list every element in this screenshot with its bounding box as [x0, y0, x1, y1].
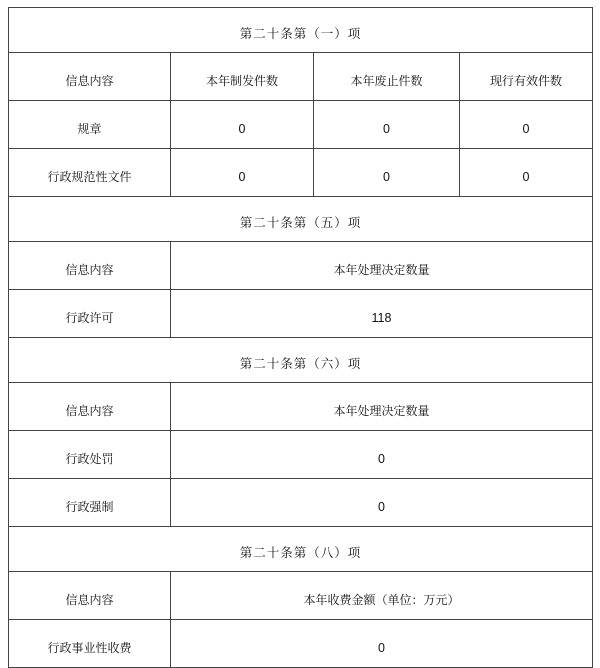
cell-effective: 0 — [460, 149, 593, 197]
header-row — [9, 383, 593, 431]
cell-value: 0 — [171, 431, 593, 479]
header-decision-count: 本年处理决定数量 — [171, 242, 593, 290]
header-info-content: 信息内容 — [9, 572, 171, 620]
row-label: 行政强制 — [9, 479, 171, 527]
header-info-content: 信息内容 — [9, 242, 171, 290]
table-row — [9, 290, 593, 338]
table-row — [9, 479, 593, 527]
disclosure-table-container — [8, 7, 592, 668]
row-label: 行政处罚 — [9, 431, 171, 479]
cell-value: 0 — [171, 479, 593, 527]
header-info-content: 信息内容 — [9, 53, 171, 101]
row-label: 规章 — [9, 101, 171, 149]
header-row — [9, 572, 593, 620]
row-label: 行政规范性文件 — [9, 149, 171, 197]
section-title: 第二十条第（一）项 — [9, 8, 593, 53]
row-label: 行政事业性收费 — [9, 620, 171, 668]
section-title-row — [9, 338, 593, 383]
cell-repealed: 0 — [314, 149, 460, 197]
header-effective-count: 现行有效件数 — [460, 53, 593, 101]
cell-issued: 0 — [171, 149, 314, 197]
cell-effective: 0 — [460, 101, 593, 149]
section-title: 第二十条第（八）项 — [9, 527, 593, 572]
section-title-row — [9, 8, 593, 53]
section-title: 第二十条第（五）项 — [9, 197, 593, 242]
table-row — [9, 149, 593, 197]
header-decision-count: 本年处理决定数量 — [171, 383, 593, 431]
cell-value: 118 — [171, 290, 593, 338]
cell-issued: 0 — [171, 101, 314, 149]
header-info-content: 信息内容 — [9, 383, 171, 431]
header-repealed-count: 本年废止件数 — [314, 53, 460, 101]
section-title: 第二十条第（六）项 — [9, 338, 593, 383]
header-issued-count: 本年制发件数 — [171, 53, 314, 101]
section-title-row — [9, 197, 593, 242]
table-row — [9, 620, 593, 668]
table-row — [9, 431, 593, 479]
row-label: 行政许可 — [9, 290, 171, 338]
disclosure-table — [8, 7, 593, 668]
header-row — [9, 242, 593, 290]
table-row — [9, 101, 593, 149]
cell-repealed: 0 — [314, 101, 460, 149]
cell-value: 0 — [171, 620, 593, 668]
header-row — [9, 53, 593, 101]
header-fee-amount: 本年收费金额（单位：万元） — [171, 572, 593, 620]
